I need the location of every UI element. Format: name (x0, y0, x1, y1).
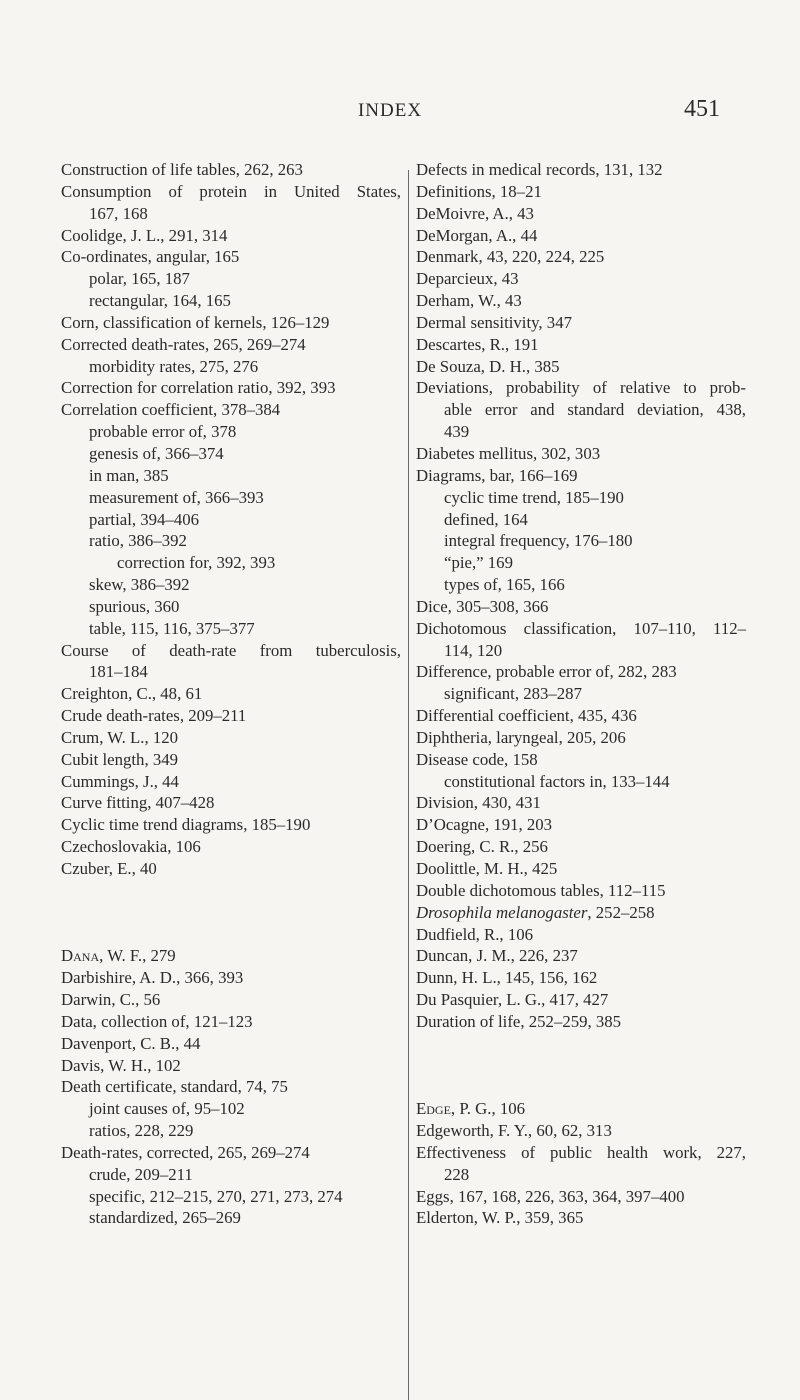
index-column-right (416, 159, 746, 1229)
index-entry: Defects in medical records, 131, 132 (416, 160, 663, 179)
index-entry: Dichotomous classification, 107–110, 112– (416, 618, 746, 638)
index-entry: Elderton, W. P., 359, 365 (416, 1208, 584, 1228)
index-entry: Co-ordinates, angular, 165 (61, 247, 240, 267)
index-entry: Corn, classification of kernels, 126–129 (61, 312, 330, 332)
index-subentry: crude, 209–211 (89, 1164, 193, 1184)
index-subentry: genesis of, 366–374 (89, 443, 224, 463)
index-column-left (61, 159, 401, 1229)
index-entry: Edge, P. G., 106 (416, 1099, 526, 1119)
index-entry: Duration of life, 252–259, 385 (416, 1011, 622, 1031)
index-entry: Definitions, 18–21 (416, 181, 542, 201)
index-subentry: joint causes of, 95–102 (89, 1099, 245, 1119)
index-entry: Double dichotomous tables, 112–115 (416, 880, 666, 900)
index-entry: Deparcieux, 43 (416, 269, 519, 289)
index-subentry: cyclic time trend, 185–190 (444, 487, 624, 507)
index-subentry: 181–184 (89, 662, 148, 682)
index-entry: Cubit length, 349 (61, 749, 179, 769)
index-subentry: 439 (444, 422, 470, 442)
index-entry: De Souza, D. H., 385 (416, 356, 560, 376)
index-entry: Course of death-rate from tuberculosis, (61, 640, 401, 660)
page-header (60, 96, 720, 136)
index-entry: Denmark, 43, 220, 224, 225 (416, 247, 605, 267)
index-subentry: morbidity rates, 275, 276 (89, 356, 259, 376)
index-entry: Correction for correlation ratio, 392, 393 (61, 378, 336, 398)
index-entry: Diagrams, bar, 166–169 (416, 465, 578, 485)
index-entry: Darbishire, A. D., 366, 393 (61, 968, 244, 988)
index-entry: Davis, W. H., 102 (61, 1055, 181, 1075)
index-subentry: 228 (444, 1164, 470, 1184)
index-entry: Dunn, H. L., 145, 156, 162 (416, 968, 598, 988)
index-subentry: partial, 394–406 (89, 509, 199, 529)
index-entry: Coolidge, J. L., 291, 314 (61, 225, 228, 245)
index-subentry: able error and standard deviation, 438, (444, 400, 746, 420)
index-subentry: constitutional factors in, 133–144 (444, 771, 670, 791)
index-entry: Du Pasquier, L. G., 417, 427 (416, 990, 609, 1010)
index-entry: D’Ocagne, 191, 203 (416, 815, 553, 835)
index-entry: Consumption of protein in United States, (61, 181, 401, 201)
index-entry: Correlation coefficient, 378–384 (61, 400, 281, 420)
index-entry: Differential coefficient, 435, 436 (416, 706, 637, 726)
index-entry: Duncan, J. M., 226, 237 (416, 946, 578, 966)
index-entry: Diphtheria, laryngeal, 205, 206 (416, 727, 626, 747)
index-entry: Cyclic time trend diagrams, 185–190 (61, 815, 311, 835)
index-entry: Dermal sensitivity, 347 (416, 312, 572, 332)
letter-section-gap (416, 1033, 746, 1099)
index-subentry: polar, 165, 187 (89, 269, 190, 289)
index-subentry: correction for, 392, 393 (117, 553, 276, 573)
index-subentry: ratio, 386–392 (89, 531, 187, 551)
index-entry: Division, 430, 431 (416, 793, 541, 813)
index-entry: Dice, 305–308, 366 (416, 596, 549, 616)
page-number: 451 (684, 96, 720, 122)
index-entry: Death-rates, corrected, 265, 269–274 (61, 1142, 310, 1162)
index-entry: Czuber, E., 40 (61, 859, 157, 878)
index-entry: Eggs, 167, 168, 226, 363, 364, 397–400 (416, 1186, 685, 1206)
index-entry: Darwin, C., 56 (61, 990, 161, 1010)
column-divider (408, 170, 409, 1400)
index-subentry: defined, 164 (444, 509, 528, 529)
index-entry: Diabetes mellitus, 302, 303 (416, 443, 601, 463)
index-entry: Difference, probable error of, 282, 283 (416, 662, 677, 682)
index-subentry: standardized, 265–269 (89, 1208, 241, 1228)
index-entry: Crude death-rates, 209–211 (61, 706, 247, 726)
index-entry: DeMoivre, A., 43 (416, 203, 534, 223)
index-entry: Davenport, C. B., 44 (61, 1033, 201, 1053)
index-subentry: significant, 283–287 (444, 684, 582, 704)
index-subentry: spurious, 360 (89, 596, 180, 616)
index-entry: Curve fitting, 407–428 (61, 793, 215, 813)
index-entry: Cummings, J., 44 (61, 771, 179, 791)
index-subentry: “pie,” 169 (444, 553, 513, 573)
index-subentry: in man, 385 (89, 465, 169, 485)
index-entry: Death certificate, standard, 74, 75 (61, 1077, 288, 1097)
index-entry: Deviations, probability of relative to prob- (416, 378, 746, 398)
index-subentry: measurement of, 366–393 (89, 487, 264, 507)
index-entry: Construction of life tables, 262, 263 (61, 160, 303, 179)
letter-section-gap (61, 880, 401, 946)
index-entry: Descartes, R., 191 (416, 334, 539, 354)
index-entry: Doering, C. R., 256 (416, 837, 548, 857)
index-subentry: 167, 168 (89, 203, 148, 223)
index-entry: Data, collection of, 121–123 (61, 1011, 253, 1031)
index-subentry: types of, 165, 166 (444, 575, 565, 595)
index-entry: Dudfield, R., 106 (416, 924, 533, 944)
index-entry: Dana, W. F., 279 (61, 946, 176, 966)
index-subentry: table, 115, 116, 375–377 (89, 618, 255, 638)
index-entry: Crum, W. L., 120 (61, 727, 179, 747)
index-subentry: rectangular, 164, 165 (89, 291, 231, 311)
index-subentry: integral frequency, 176–180 (444, 531, 633, 551)
index-subentry: probable error of, 378 (89, 422, 237, 442)
index-entry: Creighton, C., 48, 61 (61, 684, 203, 704)
index-entry: Derham, W., 43 (416, 291, 522, 311)
index-subentry: skew, 386–392 (89, 575, 190, 595)
index-entry: Corrected death-rates, 265, 269–274 (61, 334, 306, 354)
index-entry: Czechoslovakia, 106 (61, 837, 201, 857)
index-subentry: specific, 212–215, 270, 271, 273, 274 (89, 1186, 343, 1206)
index-subentry: ratios, 228, 229 (89, 1121, 194, 1141)
index-entry: Doolittle, M. H., 425 (416, 859, 558, 878)
index-entry: Effectiveness of public health work, 227, (416, 1142, 746, 1162)
index-entry: Drosophila melanogaster, 252–258 (416, 902, 655, 922)
index-entry: Edgeworth, F. Y., 60, 62, 313 (416, 1121, 612, 1141)
index-entry: DeMorgan, A., 44 (416, 225, 538, 245)
index-subentry: 114, 120 (444, 640, 503, 660)
running-title: INDEX (357, 100, 423, 121)
index-entry: Disease code, 158 (416, 749, 538, 769)
